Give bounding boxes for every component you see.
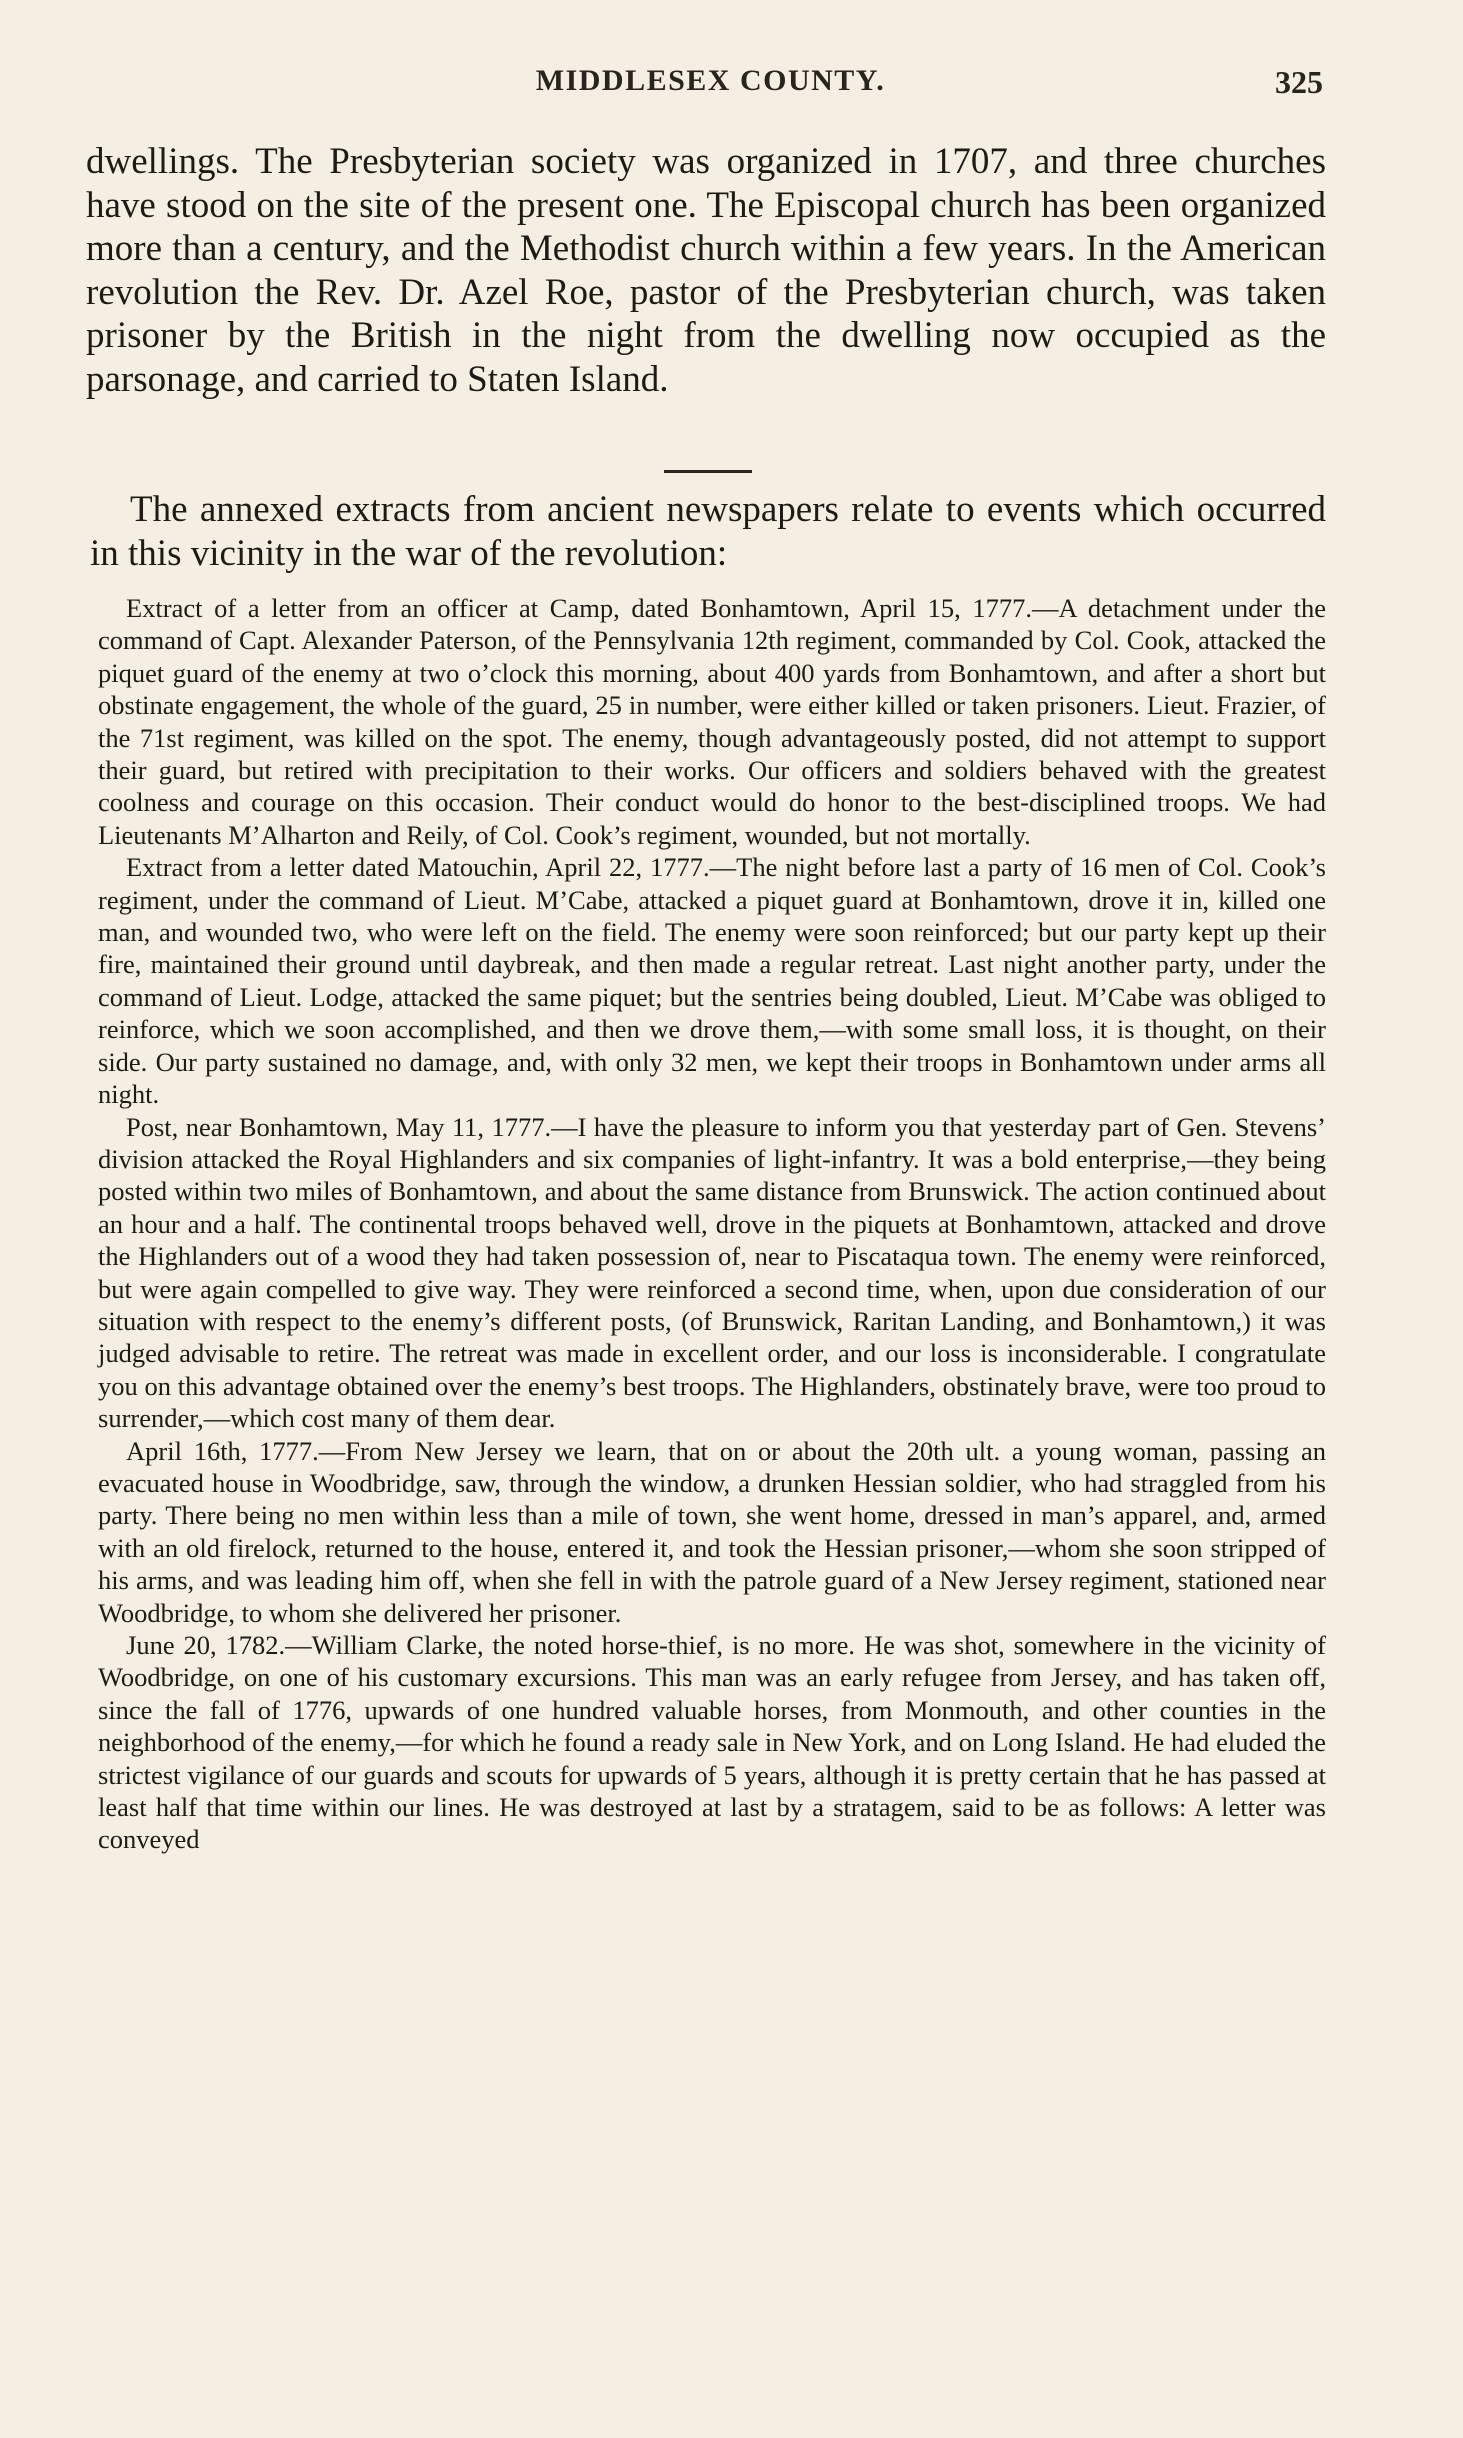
body-text xyxy=(86,140,1326,401)
running-head: MIDDLESEX COUNTY. xyxy=(535,64,886,97)
page-header xyxy=(98,64,1323,108)
page-number: 325 xyxy=(1275,64,1323,100)
extract-paragraph: Post, near Bonhamtown, May 11, 1777.—I have the pleasure to inform you that yesterday part of Gen. Stevens’ division attacked the Royal Highlanders and six companies of light-infantry. It was a bold enterprise,—they being posted within two miles of Bonhamtown, and about the same distance from Brunswick. The action continued about an hour and a half. The continental troops behaved well, drove in the piquets at Bonhamtown, attacked and drove the Highlanders out of a wood they had taken possession of, near to Piscataqua town. The enemy were reinforced, but were again compelled to give way. They were reinforced a second time, when, upon due consideration of our situation with respect to the enemy’s different posts, (of Brunswick, Raritan Landing, and Bonhamtown,) it was judged advisable to retire. The retreat was made in excellent order, and our loss is inconsiderable. I congratulate you on this advantage obtained over the enemy’s best troops. The Highlanders, obstinately brave, were too proud to surrender,—which cost many of them dear. xyxy=(98,1111,1326,1434)
main-paragraph: dwellings. The Presbyterian society was organized in 1707, and three churches have stood on the site of the present one. The Episcopal church has been organized more than a century, and the Methodist church within a few years. In the American revolution the Rev. Dr. Azel Roe, pastor of the Presbyterian church, was taken prisoner by the British in the night from the dwelling now occupied as the parsonage, and carried to Staten Island. xyxy=(86,141,1326,400)
extract-paragraph: Extract from a letter dated Matouchin, April 22, 1777.—The night before last a party of 16 men of Col. Cook’s regiment, under the command of Lieut. M’Cabe, attacked a piquet guard at Bonhamtown, drove it in, killed one man, and wounded two, who were left on the field. The enemy were soon reinforced; but our party kept up their fire, maintained their ground until daybreak, and then made a regular retreat. Last night another party, under the command of Lieut. Lodge, attacked the same piquet; but the sentries being doubled, Lieut. M’Cabe was obliged to reinforce, which we soon accomplished, and then we drove them,—with some small loss, it is thought, on their side. Our party sustained no damage, and, with only 32 men, we kept their troops in Bonhamtown under arms all night. xyxy=(98,852,1326,1110)
extract-paragraph: Extract of a letter from an officer at Camp, dated Bonhamtown, April 15, 1777.—A detachment under the command of Capt. Alexander Paterson, of the Pennsylvania 12th regiment, commanded by Col. Cook, attacked the piquet guard of the enemy at two o’clock this morning, about 400 yards from Bonhamtown, and after a short but obstinate engagement, the whole of the guard, 25 in number, were either killed or taken prisoners. Lieut. Frazier, of the 71st regiment, was killed on the spot. The enemy, though advantageously posted, did not attempt to support their guard, but retired with precipitation to their works. Our officers and soldiers behaved with the greatest coolness and courage on this occasion. Their conduct would do honor to the best-disciplined troops. We had Lieutenants M’Alharton and Reily, of Col. Cook’s regiment, wounded, but not mortally. xyxy=(98,593,1326,850)
intro-text xyxy=(90,488,1326,575)
extract-paragraph: April 16th, 1777.—From New Jersey we learn, that on or about the 20th ult. a young woman, passing an evacuated house in Woodbridge, saw, through the window, a drunken Hessian soldier, who had straggled from his party. There being no men within less than a mile of town, she went home, dressed in man’s apparel, and, armed with an old firelock, returned to the house, entered it, and took the Hessian prisoner,—whom she soon stripped of his arms, and was leading him off, when she fell in with the patrole guard of a New Jersey regiment, stationed near Woodbridge, to whom she delivered her prisoner. xyxy=(98,1435,1326,1628)
newspaper-extracts xyxy=(98,592,1326,1856)
extract-paragraph: June 20, 1782.—William Clarke, the noted horse-thief, is no more. He was shot, somewhere in the vicinity of Woodbridge, on one of his customary excursions. This man was an early refugee from Jersey, and has taken off, since the fall of 1776, upwards of one hundred valuable horses, from Monmouth, and other counties in the neighborhood of the enemy,—for which he found a ready sale in New York, and on Long Island. He had eluded the strictest vigilance of our guards and scouts for upwards of 5 years, although it is pretty certain that he has passed at least half that time within our lines. He was destroyed at last by a stratagem, said to be as follows: A letter was conveyed xyxy=(98,1630,1326,1855)
section-divider xyxy=(664,470,752,473)
intro-paragraph: The annexed extracts from ancient newspapers relate to events which occurred in this vicinity in the war of the revolution: xyxy=(90,489,1326,574)
